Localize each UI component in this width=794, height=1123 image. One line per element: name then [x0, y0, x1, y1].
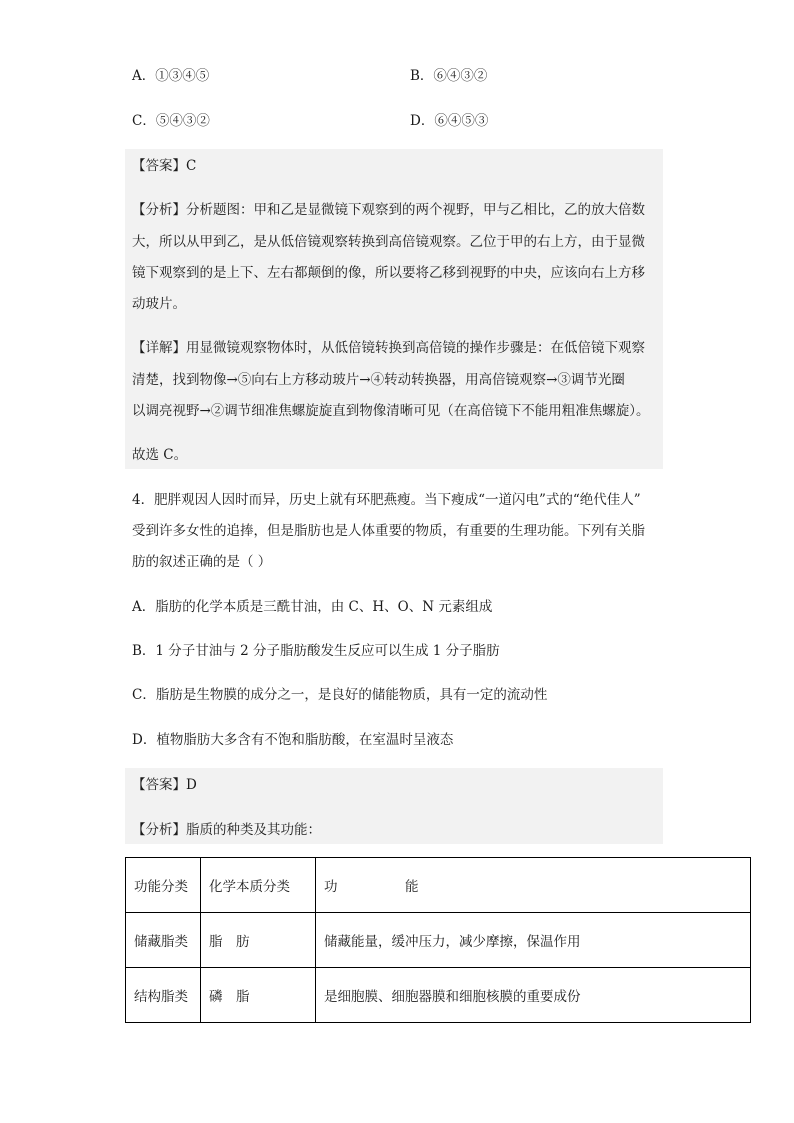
q3-option-d: D．⑥④⑤③	[410, 113, 489, 129]
table-row	[126, 913, 751, 968]
table-cell: 储藏脂类	[126, 913, 201, 968]
q4-stem-line: 肪的叙述正确的是（ ）	[132, 554, 272, 570]
table-header-cell: 功 能	[316, 858, 751, 913]
table-row	[126, 968, 751, 1023]
q3-analysis-line: 镜下观察到的是上下、左右都颠倒的像，所以要将乙移到视野的中央，应该向右上方移	[132, 265, 645, 281]
q3-detail-line: 以调亮视野→②调节细准焦螺旋旋直到物像清晰可见（在高倍镜下不能用粗准焦螺旋）。	[132, 403, 650, 419]
table-cell: 磷 脂	[201, 968, 316, 1023]
q4-stem-line: 4．肥胖观因人因时而异，历史上就有环肥燕瘦。当下瘦成“一道闪电”式的“绝代佳人”	[132, 492, 641, 508]
q3-answer: 【答案】C	[132, 158, 197, 174]
q4-option-d: D．植物脂肪大多含有不饱和脂肪酸，在室温时呈液态	[132, 732, 454, 748]
q4-option-a: A．脂肪的化学本质是三酰甘油，由 C、H、O、N 元素组成	[132, 599, 493, 615]
q4-option-c: C．脂肪是生物膜的成分之一，是良好的储能物质，具有一定的流动性	[132, 687, 548, 703]
q3-option-c: C．⑤④③②	[132, 113, 210, 129]
q4-stem-line: 受到许多女性的追捧，但是脂肪也是人体重要的物质，有重要的生理功能。下列有关脂	[132, 523, 645, 539]
table-cell: 储藏能量，缓冲压力，减少摩擦，保温作用	[316, 913, 751, 968]
q4-answer: 【答案】D	[132, 777, 197, 793]
table-cell: 是细胞膜、细胞器膜和细胞核膜的重要成份	[316, 968, 751, 1023]
lipid-table	[125, 857, 751, 1023]
q3-detail-line: 清楚，找到物像→⑤向右上方移动玻片→④转动转换器，用高倍镜观察→③调节光圈	[132, 372, 625, 388]
q3-detail-line: 【详解】用显微镜观察物体时，从低倍镜转换到高倍镜的操作步骤是：在低倍镜下观察	[132, 340, 645, 356]
table-header-cell: 化学本质分类	[201, 858, 316, 913]
q3-option-b: B．⑥④③②	[410, 68, 488, 84]
table-header-cell: 功能分类	[126, 858, 201, 913]
table-cell: 结构脂类	[126, 968, 201, 1023]
table-cell: 脂 肪	[201, 913, 316, 968]
q3-analysis-line: 动玻片。	[132, 296, 186, 312]
q4-analysis: 【分析】脂质的种类及其功能：	[132, 822, 321, 838]
q3-option-a: A．①③④⑤	[132, 68, 210, 84]
q3-answer-block	[125, 149, 663, 469]
q3-conclusion: 故选 C。	[132, 447, 188, 463]
q3-analysis-line: 【分析】分析题图：甲和乙是显微镜下观察到的两个视野，甲与乙相比，乙的放大倍数	[132, 202, 645, 218]
q3-analysis-line: 大，所以从甲到乙，是从低倍镜观察转换到高倍镜观察。乙位于甲的右上方，由于显微	[132, 234, 645, 250]
table-header-row	[126, 858, 751, 913]
q4-option-b: B．1 分子甘油与 2 分子脂肪酸发生反应可以生成 1 分子脂肪	[132, 643, 500, 659]
